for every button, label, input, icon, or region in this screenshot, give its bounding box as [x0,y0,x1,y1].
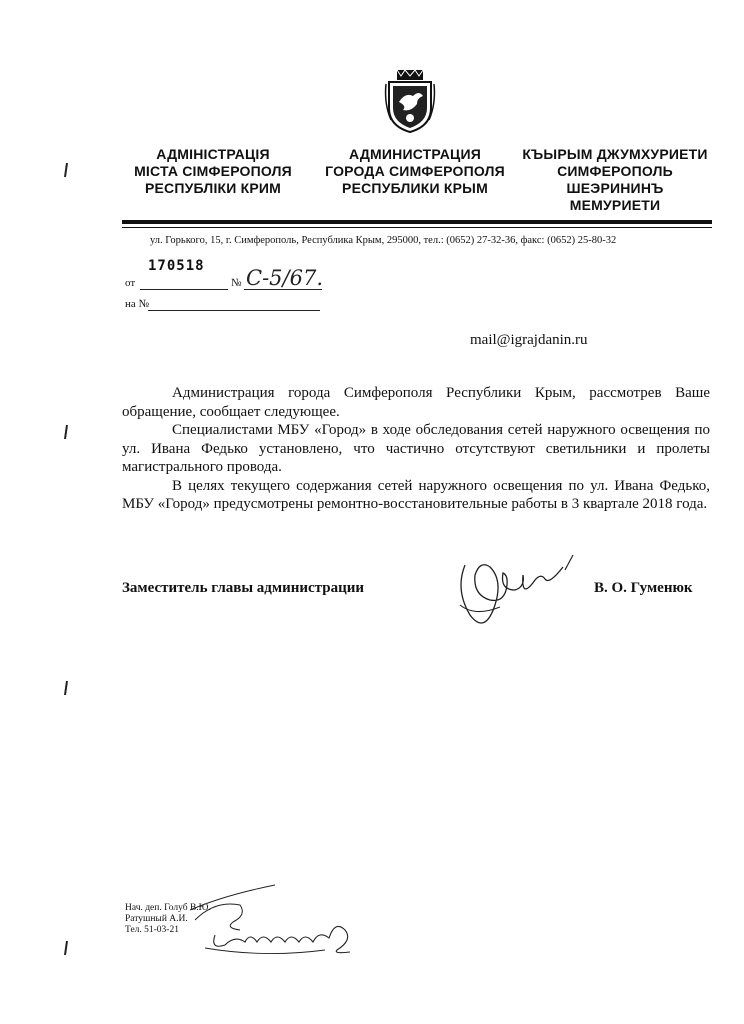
executor-line: Нач. деп. Голуб В.Ю. [125,903,211,913]
header-ukrainian-line: РЕСПУБЛІКИ КРИМ [144,180,282,196]
signatory-position: Заместитель главы администрации [122,580,365,596]
header-russian-line: АДМИНИСТРАЦИЯ [349,146,481,162]
header-ukrainian [108,146,318,197]
margin-mark [62,162,70,178]
executor-line: Тел. 51-03-21 [125,925,179,935]
header-divider-thick [122,220,712,224]
recipient-email: mail@igrajdanin.ru [470,332,588,348]
number-label: № [231,277,242,289]
from-underline [140,289,228,290]
signatory-name: В. О. Гуменюк [594,580,693,596]
header-crimean-tatar-line: СИМФЕРОПОЛЬ [557,163,673,179]
address-line: ул. Горького, 15, г. Симферополь, Республика Крым, 295000, тел.: (0652) 27-32-36, факс: (0652) 25-80-32 [150,235,617,246]
margin-mark [62,424,70,440]
crimea-coat-of-arms-icon [383,68,437,134]
handwritten-number: С-5/67. [246,266,323,290]
header-russian-line: ГОРОДА СИМФЕРОПОЛЯ [325,163,505,179]
body-paragraph: Администрация города Симферополя Республики Крым, рассмотрев Ваше обращение, сообщает следующее. [122,385,710,420]
margin-mark [62,680,70,696]
header-russian-line: РЕСПУБЛИКИ КРЫМ [342,180,488,196]
header-crimean-tatar-line: КЪЫРЫМ ДЖУМХУРИЕТИ [522,146,708,162]
from-label: от [125,277,136,289]
header-crimean-tatar [510,146,720,214]
letter-body [122,384,710,514]
header-divider-thin [122,227,712,228]
header-ukrainian-line: АДМІНІСТРАЦІЯ [156,146,270,162]
executor-signature [185,880,365,960]
reply-underline [148,310,320,311]
executor-line: Ратушный А.И. [125,914,188,924]
body-paragraph: Специалистами МБУ «Город» в ходе обследования сетей наружного освещения по ул. Ивана Федько установлено, что частично отсутствуют светильники и пролеты магистрального провода. [122,422,710,475]
header-crimean-tatar-line: МЕМУРИЕТИ [569,197,661,213]
body-paragraph: В целях текущего содержания сетей наружного освещения по ул. Ивана Федько, МБУ «Город» предусмотрены ремонтно-восстановительные работы в 3 квартале 2018 года. [122,477,710,512]
header-russian [310,146,520,197]
margin-mark [62,940,70,956]
handwritten-signature [445,545,595,640]
date-stamp: 170518 [148,258,205,274]
reply-label: на № [125,298,150,310]
header-ukrainian-line: МІСТА СІМФЕРОПОЛЯ [134,163,292,179]
header-crimean-tatar-line: ШЕЭРИНИНЪ [566,180,664,196]
